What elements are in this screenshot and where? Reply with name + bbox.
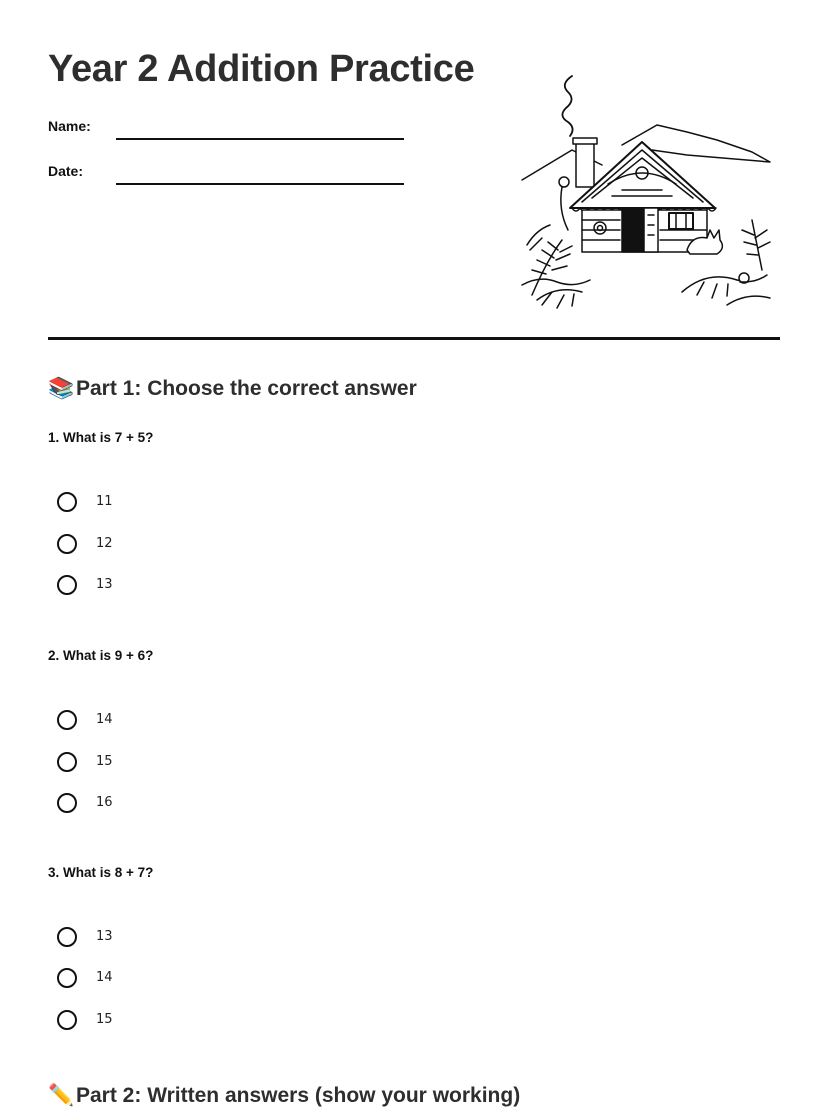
question-2: 2. What is 9 + 6? <box>48 648 154 663</box>
radio-button[interactable] <box>57 710 77 730</box>
option-label: 13 <box>96 929 113 944</box>
date-field-line[interactable] <box>116 183 404 185</box>
option-label: 11 <box>96 494 113 509</box>
option-label: 14 <box>96 970 113 985</box>
option-label: 14 <box>96 712 113 727</box>
part1-heading-text: Part 1: Choose the correct answer <box>76 377 417 400</box>
radio-button[interactable] <box>57 968 77 988</box>
part2-heading <box>48 1084 520 1108</box>
q3-option-a[interactable] <box>57 927 257 953</box>
section-divider <box>48 337 780 340</box>
question-1: 1. What is 7 + 5? <box>48 430 154 445</box>
q1-option-a[interactable] <box>57 492 257 518</box>
radio-button[interactable] <box>57 752 77 772</box>
radio-button[interactable] <box>57 575 77 595</box>
q1-option-c[interactable] <box>57 575 257 601</box>
option-label: 16 <box>96 795 113 810</box>
question-3: 3. What is 8 + 7? <box>48 865 154 880</box>
q2-option-c[interactable] <box>57 793 257 819</box>
q3-option-b[interactable] <box>57 968 257 994</box>
option-label: 15 <box>96 1012 113 1027</box>
name-label: Name: <box>48 118 91 134</box>
option-label: 13 <box>96 577 113 592</box>
radio-button[interactable] <box>57 492 77 512</box>
radio-button[interactable] <box>57 793 77 813</box>
books-icon: 📚 <box>48 377 75 400</box>
radio-button[interactable] <box>57 534 77 554</box>
house-illustration <box>512 70 782 315</box>
date-label: Date: <box>48 163 84 179</box>
radio-button[interactable] <box>57 927 77 947</box>
page-title: Year 2 Addition Practice <box>48 48 475 90</box>
q2-option-a[interactable] <box>57 710 257 736</box>
part1-heading <box>48 377 417 401</box>
option-label: 15 <box>96 754 113 769</box>
q2-option-b[interactable] <box>57 752 257 778</box>
part2-heading-text: Part 2: Written answers (show your working) <box>76 1084 521 1107</box>
radio-button[interactable] <box>57 1010 77 1030</box>
option-label: 12 <box>96 536 113 551</box>
q1-option-b[interactable] <box>57 534 257 560</box>
pencil-icon: ✏️ <box>48 1084 75 1107</box>
name-field-line[interactable] <box>116 138 404 140</box>
q3-option-c[interactable] <box>57 1010 257 1036</box>
